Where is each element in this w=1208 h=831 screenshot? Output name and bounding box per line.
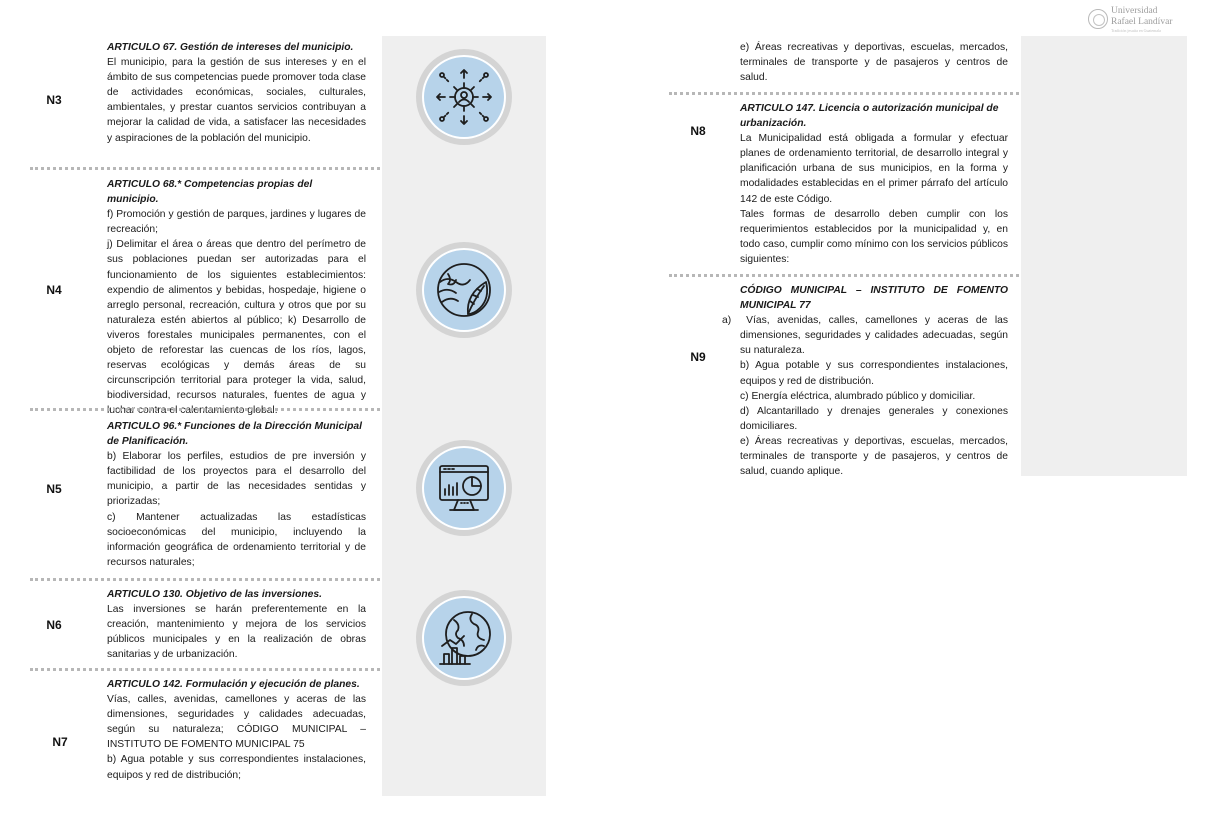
section-divider bbox=[669, 274, 1019, 277]
article-paragraph: j) Delimitar el área o áreas que dentro del perímetro de sus poblaciones puedan ser autorizadas para el funcionamiento de los siguientes establecimientos: expendio de alimentos y bebidas, hospedaje, higiene o arreglo personal, recreación, cultura y otros que por su naturaleza estén abiertos al público; k) Desarrollo de viveros forestales municipales permanentes, con el objeto de reforestar las cuencas de los ríos, lagos, reservas ecológicas y demás áreas de su circunscripción territorial para proteger la vida, salud, biodiversidad, recursos naturales, fuentes de agua y luchar contra el calentamiento global. bbox=[107, 239, 366, 417]
section-code-n7: N7 bbox=[52, 735, 68, 749]
statistics-monitor-icon bbox=[428, 452, 500, 524]
section-divider bbox=[30, 167, 380, 170]
codigo-municipal-77-block bbox=[722, 283, 1008, 479]
article-130-block bbox=[107, 587, 366, 662]
article-paragraph: f) Promoción y gestión de parques, jardines y lugares de recreación; bbox=[107, 209, 366, 236]
ecology-leaf-icon bbox=[428, 254, 500, 326]
article-67-block bbox=[107, 40, 366, 146]
article-paragraph: La Municipalidad está obligada a formular y efectuar planes de ordenamiento territorial, de desarrollo integral y planificación urbana de sus municipios, en la forma y modalidades establecidas en el primer párrafo del artículo 142 de este Código. bbox=[740, 133, 1008, 205]
article-title: CÓDIGO MUNICIPAL – INSTITUTO DE FOMENTO MUNICIPAL 77 bbox=[740, 285, 1008, 312]
section-code-n8: N8 bbox=[690, 124, 706, 138]
university-logo bbox=[1088, 4, 1178, 34]
article-paragraph: b) Elaborar los perfiles, estudios de pre inversión y factibilidad de los proyectos para el desarrollo del municipio, a partir de las necesidades sentidas y priorizadas; bbox=[107, 451, 366, 508]
list-item: c) Energía eléctrica, alumbrado público y domiciliar. bbox=[740, 390, 976, 402]
article-paragraph: Las inversiones se harán preferentemente en la creación, mantenimiento y mejora de los servicios públicos municipales y en la realización de obras sanitarias y de urbanización. bbox=[107, 604, 366, 661]
icon-circle-n5 bbox=[416, 440, 512, 536]
article-paragraph: b) Agua potable y sus correspondientes instalaciones, equipos y red de distribución; bbox=[107, 754, 366, 781]
article-142-block bbox=[107, 677, 366, 783]
right-gray-band bbox=[1021, 36, 1187, 476]
article-title: ARTICULO 67. Gestión de intereses del municipio. bbox=[107, 42, 354, 53]
article-paragraph: e) Áreas recreativas y deportivas, escuelas, mercados, terminales de transporte y de pasajeros y centros de salud. bbox=[740, 42, 1008, 84]
article-title: ARTICULO 96.* Funciones de la Dirección Municipal de Planificación. bbox=[107, 421, 362, 448]
icon-circle-n3 bbox=[416, 49, 512, 145]
section-code-n4: N4 bbox=[46, 283, 62, 297]
section-code-n6: N6 bbox=[46, 618, 62, 632]
right-intro-block bbox=[740, 40, 1008, 85]
seal-icon bbox=[1088, 9, 1108, 29]
list-item: e) Áreas recreativas y deportivas, escuelas, mercados, terminales de transporte y de pasajeros, y centros de salud, cuando aplique. bbox=[740, 435, 1008, 478]
article-paragraph: El municipio, para la gestión de sus intereses y en el ámbito de sus competencias puede promover toda clase de actividades económicas, sociales, culturales, ambientales, y prestar cuantos servicios contribuyan a mejorar la calidad de vida, a satisfacer las necesidades y aspiraciones de la población del municipio. bbox=[107, 57, 366, 144]
article-title: ARTICULO 130. Objetivo de las inversiones. bbox=[107, 589, 322, 600]
section-divider bbox=[669, 92, 1019, 95]
icon-circle-n6 bbox=[416, 590, 512, 686]
logo-wordmark: Universidad Rafael Landívar Tradición jesuita en Guatemala bbox=[1111, 5, 1173, 33]
community-network-icon bbox=[428, 61, 500, 133]
article-147-block bbox=[740, 101, 1008, 267]
section-divider bbox=[30, 408, 380, 411]
article-title: ARTICULO 147. Licencia o autorización municipal de urbanización. bbox=[740, 103, 999, 130]
section-code-n9: N9 bbox=[690, 350, 706, 364]
article-title: ARTICULO 142. Formulación y ejecución de planes. bbox=[107, 679, 360, 690]
article-paragraph: c) Mantener actualizadas las estadísticas socioeconómicas del municipio, incluyendo la información geográfica de ordenamiento territorial y de recursos naturales; bbox=[107, 511, 366, 568]
services-list bbox=[722, 313, 1008, 479]
section-divider bbox=[30, 578, 380, 581]
article-paragraph: Vías, calles, avenidas, camellones y aceras de las dimensiones, seguridades y calidades adecuadas, según su naturaleza; CÓDIGO MUNICIPAL – INSTITUTO DE FOMENTO MUNICIPAL 75 bbox=[107, 694, 366, 751]
article-68-block bbox=[107, 177, 366, 419]
list-item: d) Alcantarillado y drenajes generales y conexiones domiciliares. bbox=[740, 405, 1008, 432]
section-code-n3: N3 bbox=[46, 93, 62, 107]
article-paragraph: Tales formas de desarrollo deben cumplir con los requerimientos establecidos por la municipalidad y, en todo caso, cumplir como mínimo con los servicios públicos siguientes: bbox=[740, 208, 1008, 265]
article-96-block bbox=[107, 419, 366, 570]
list-item: a) Vías, avenidas, calles, camellones y aceras de las dimensiones, seguridades y calidades adecuadas, según su naturaleza. bbox=[722, 315, 1008, 357]
article-title: ARTICULO 68.* Competencias propias del municipio. bbox=[107, 179, 313, 206]
globe-chart-icon bbox=[428, 602, 500, 674]
section-code-n5: N5 bbox=[46, 482, 62, 496]
icon-circle-n4 bbox=[416, 242, 512, 338]
section-divider bbox=[30, 668, 380, 671]
list-item: b) Agua potable y sus correspondientes instalaciones, equipos y red de distribución. bbox=[740, 360, 1008, 387]
